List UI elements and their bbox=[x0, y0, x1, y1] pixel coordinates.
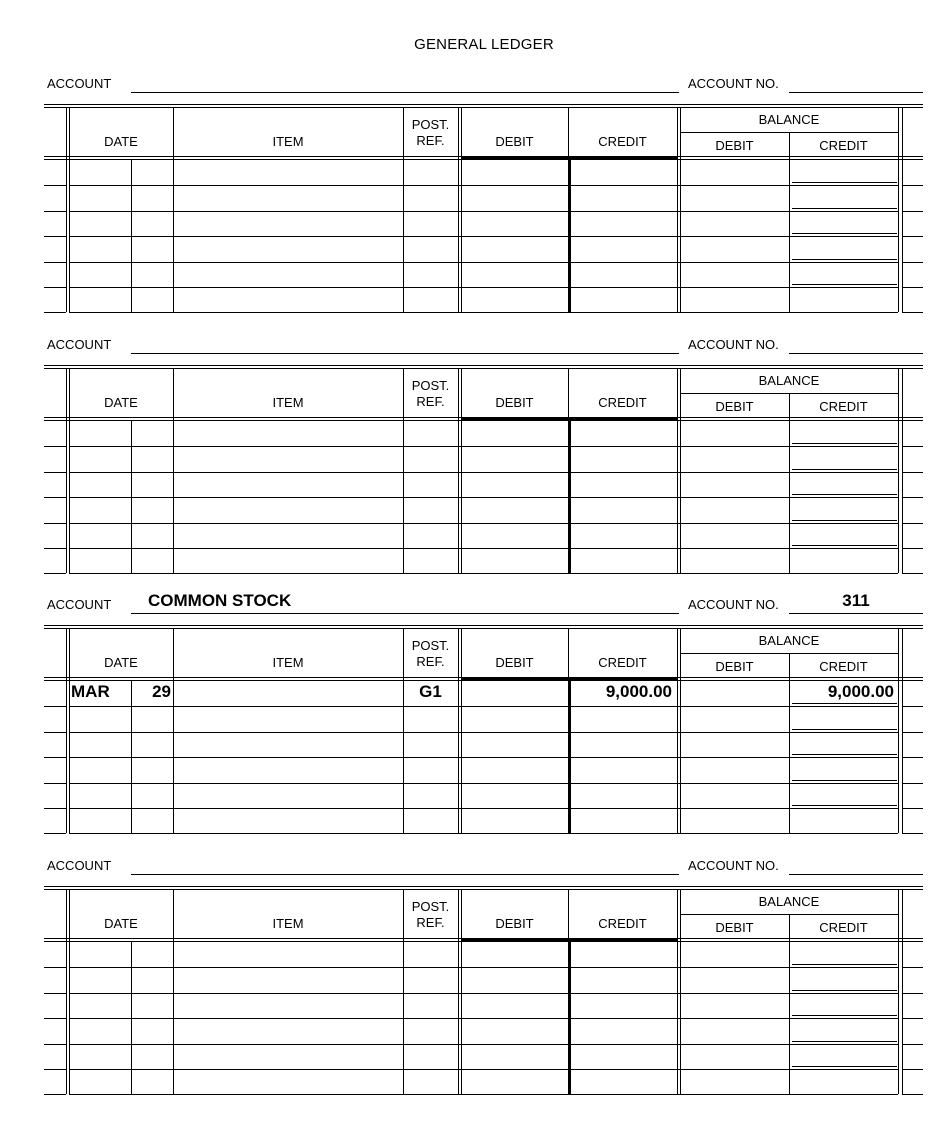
grid-line bbox=[902, 446, 923, 447]
page-title: GENERAL LEDGER bbox=[414, 36, 554, 53]
grid-line bbox=[44, 548, 66, 549]
balance-credit-header: CREDIT bbox=[819, 399, 868, 414]
grid-line bbox=[44, 497, 66, 498]
grid-line bbox=[902, 889, 903, 1094]
post-ref-header-2: REF. bbox=[416, 133, 445, 148]
account-label: ACCOUNT bbox=[47, 597, 112, 612]
grid-line bbox=[898, 628, 899, 833]
debit-header: DEBIT bbox=[495, 655, 534, 670]
grid-line bbox=[902, 1069, 923, 1070]
grid-line bbox=[69, 523, 898, 524]
grid-line bbox=[458, 368, 459, 573]
balance-debit-header: DEBIT bbox=[715, 399, 754, 414]
account-label: ACCOUNT bbox=[47, 858, 112, 873]
grid-line bbox=[898, 889, 899, 1094]
date-header: DATE bbox=[104, 134, 138, 149]
grid-line bbox=[44, 783, 66, 784]
grid-line bbox=[902, 211, 923, 212]
post-ref-header-1: POST. bbox=[411, 638, 450, 653]
grid-line bbox=[69, 993, 898, 994]
grid-line bbox=[792, 284, 897, 285]
grid-line bbox=[902, 548, 923, 549]
grid-line bbox=[44, 706, 66, 707]
grid-line bbox=[789, 132, 790, 312]
entry-credit[interactable]: 9,000.00 bbox=[605, 682, 672, 701]
grid-line bbox=[792, 233, 897, 234]
grid-line bbox=[44, 312, 66, 313]
balance-credit-header: CREDIT bbox=[819, 920, 868, 935]
grid-line bbox=[902, 573, 923, 574]
grid-line bbox=[902, 185, 923, 186]
ledger-1 bbox=[0, 74, 942, 344]
grid-line bbox=[44, 889, 923, 890]
grid-line bbox=[131, 680, 132, 833]
date-header: DATE bbox=[104, 916, 138, 931]
grid-line bbox=[677, 628, 678, 833]
grid-line bbox=[677, 107, 678, 312]
grid-line bbox=[458, 107, 459, 312]
account-name[interactable]: COMMON STOCK bbox=[148, 591, 292, 610]
grid-line bbox=[898, 107, 899, 312]
grid-line bbox=[44, 185, 66, 186]
grid-line bbox=[69, 211, 898, 212]
balance-credit-header: CREDIT bbox=[819, 138, 868, 153]
grid-line bbox=[69, 732, 898, 733]
grid-line bbox=[69, 833, 898, 834]
debit-header: DEBIT bbox=[495, 916, 534, 931]
grid-line bbox=[44, 472, 66, 473]
grid-line bbox=[44, 886, 923, 887]
grid-line bbox=[898, 368, 899, 573]
grid-line bbox=[792, 520, 897, 521]
grid-line bbox=[44, 368, 923, 369]
grid-line bbox=[131, 159, 132, 312]
grid-line bbox=[131, 420, 132, 573]
ledger-table bbox=[0, 595, 942, 865]
grid-line bbox=[66, 107, 67, 312]
grid-line bbox=[789, 914, 790, 1094]
grid-line bbox=[677, 889, 678, 1094]
grid-line bbox=[902, 472, 923, 473]
grid-line bbox=[69, 808, 898, 809]
grid-line bbox=[792, 1066, 897, 1067]
account-no-label: ACCOUNT NO. bbox=[688, 76, 779, 91]
grid-line bbox=[902, 287, 923, 288]
grid-line bbox=[44, 967, 66, 968]
grid-line bbox=[69, 706, 898, 707]
grid-line bbox=[44, 236, 66, 237]
grid-line bbox=[69, 236, 898, 237]
grid-line bbox=[69, 185, 898, 186]
grid-line bbox=[902, 732, 923, 733]
credit-header: CREDIT bbox=[598, 916, 647, 931]
grid-line bbox=[44, 732, 66, 733]
ledger-table bbox=[0, 856, 942, 1126]
grid-line bbox=[44, 104, 923, 105]
post-ref-header-2: REF. bbox=[416, 654, 445, 669]
post-ref-header-1: POST. bbox=[411, 117, 450, 132]
account-label: ACCOUNT bbox=[47, 337, 112, 352]
grid-line bbox=[66, 628, 67, 833]
grid-line bbox=[69, 548, 898, 549]
grid-line bbox=[44, 287, 66, 288]
grid-line bbox=[902, 497, 923, 498]
grid-line bbox=[44, 365, 923, 366]
grid-line bbox=[902, 1094, 923, 1095]
entry-balance-credit[interactable]: 9,000.00 bbox=[827, 682, 894, 701]
grid-line bbox=[44, 808, 66, 809]
grid-line bbox=[792, 754, 897, 755]
grid-line bbox=[69, 783, 898, 784]
grid-line bbox=[69, 472, 898, 473]
grid-line bbox=[66, 889, 67, 1094]
grid-line bbox=[902, 312, 923, 313]
grid-line bbox=[902, 706, 923, 707]
grid-line bbox=[792, 469, 897, 470]
debit-header: DEBIT bbox=[495, 134, 534, 149]
balance-debit-header: DEBIT bbox=[715, 138, 754, 153]
grid-line bbox=[44, 523, 66, 524]
grid-line bbox=[902, 523, 923, 524]
ledger-table bbox=[0, 74, 942, 344]
grid-line bbox=[44, 628, 923, 629]
credit-header: CREDIT bbox=[598, 395, 647, 410]
grid-line bbox=[66, 368, 67, 573]
grid-line bbox=[44, 107, 923, 108]
grid-line bbox=[69, 312, 898, 313]
grid-line bbox=[902, 628, 903, 833]
ledger-3 bbox=[0, 591, 942, 865]
grid-line bbox=[44, 625, 923, 626]
grid-line bbox=[44, 1069, 66, 1070]
grid-line bbox=[69, 573, 898, 574]
grid-line bbox=[69, 1094, 898, 1095]
grid-line bbox=[69, 497, 898, 498]
grid-line bbox=[902, 1018, 923, 1019]
grid-line bbox=[677, 368, 678, 573]
grid-line bbox=[902, 757, 923, 758]
date-header: DATE bbox=[104, 655, 138, 670]
account-no-label: ACCOUNT NO. bbox=[688, 337, 779, 352]
item-header: ITEM bbox=[272, 134, 304, 149]
account-no-value[interactable]: 311 bbox=[842, 591, 870, 610]
grid-line bbox=[792, 805, 897, 806]
grid-line bbox=[69, 757, 898, 758]
grid-line bbox=[792, 1015, 897, 1016]
grid-line bbox=[902, 368, 903, 573]
grid-line bbox=[44, 757, 66, 758]
credit-header: CREDIT bbox=[598, 655, 647, 670]
post-ref-header-1: POST. bbox=[411, 378, 450, 393]
grid-line bbox=[458, 628, 459, 833]
balance-header: BALANCE bbox=[758, 373, 820, 388]
grid-line bbox=[44, 446, 66, 447]
balance-header: BALANCE bbox=[758, 633, 820, 648]
date-header: DATE bbox=[104, 395, 138, 410]
grid-line bbox=[44, 1018, 66, 1019]
grid-line bbox=[44, 833, 66, 834]
grid-line bbox=[792, 494, 897, 495]
grid-line bbox=[131, 941, 132, 1094]
debit-header: DEBIT bbox=[495, 395, 534, 410]
balance-debit-header: DEBIT bbox=[715, 659, 754, 674]
grid-line bbox=[902, 833, 923, 834]
grid-line bbox=[789, 653, 790, 833]
account-no-label: ACCOUNT NO. bbox=[688, 597, 779, 612]
ledger-4 bbox=[0, 856, 942, 1126]
grid-line bbox=[44, 573, 66, 574]
ledger-table bbox=[0, 335, 942, 605]
grid-line bbox=[568, 156, 571, 312]
post-ref-header-1: POST. bbox=[411, 899, 450, 914]
grid-line bbox=[792, 545, 897, 546]
grid-line bbox=[789, 393, 790, 573]
balance-header: BALANCE bbox=[758, 894, 820, 909]
grid-line bbox=[69, 967, 898, 968]
account-label: ACCOUNT bbox=[47, 76, 112, 91]
post-ref-header-2: REF. bbox=[416, 394, 445, 409]
entry-day[interactable]: 29 bbox=[152, 682, 171, 701]
credit-header: CREDIT bbox=[598, 134, 647, 149]
grid-line bbox=[792, 182, 897, 183]
item-header: ITEM bbox=[272, 916, 304, 931]
grid-line bbox=[69, 1018, 898, 1019]
grid-line bbox=[792, 443, 897, 444]
grid-line bbox=[44, 1094, 66, 1095]
grid-line bbox=[792, 780, 897, 781]
account-no-label: ACCOUNT NO. bbox=[688, 858, 779, 873]
grid-line bbox=[792, 703, 897, 704]
entry-month[interactable]: MAR bbox=[71, 682, 110, 701]
grid-line bbox=[902, 808, 923, 809]
grid-line bbox=[44, 1044, 66, 1045]
ledger-2 bbox=[0, 335, 942, 605]
grid-line bbox=[902, 967, 923, 968]
entry-post-ref[interactable]: G1 bbox=[419, 682, 442, 701]
grid-line bbox=[792, 259, 897, 260]
grid-line bbox=[792, 729, 897, 730]
grid-line bbox=[69, 287, 898, 288]
balance-credit-header: CREDIT bbox=[819, 659, 868, 674]
grid-line bbox=[69, 1069, 898, 1070]
grid-line bbox=[902, 1044, 923, 1045]
grid-line bbox=[792, 990, 897, 991]
balance-debit-header: DEBIT bbox=[715, 920, 754, 935]
grid-line bbox=[902, 236, 923, 237]
post-ref-header-2: REF. bbox=[416, 915, 445, 930]
grid-line bbox=[458, 889, 459, 1094]
item-header: ITEM bbox=[272, 655, 304, 670]
grid-line bbox=[792, 208, 897, 209]
item-header: ITEM bbox=[272, 395, 304, 410]
balance-header: BALANCE bbox=[758, 112, 820, 127]
grid-line bbox=[69, 1044, 898, 1045]
grid-line bbox=[902, 107, 903, 312]
grid-line bbox=[568, 417, 571, 573]
grid-line bbox=[69, 446, 898, 447]
grid-line bbox=[792, 1041, 897, 1042]
grid-line bbox=[568, 938, 571, 1094]
grid-line bbox=[69, 262, 898, 263]
grid-line bbox=[792, 964, 897, 965]
grid-line bbox=[902, 262, 923, 263]
grid-line bbox=[44, 211, 66, 212]
grid-line bbox=[44, 262, 66, 263]
grid-line bbox=[44, 993, 66, 994]
grid-line bbox=[902, 783, 923, 784]
grid-line bbox=[902, 993, 923, 994]
